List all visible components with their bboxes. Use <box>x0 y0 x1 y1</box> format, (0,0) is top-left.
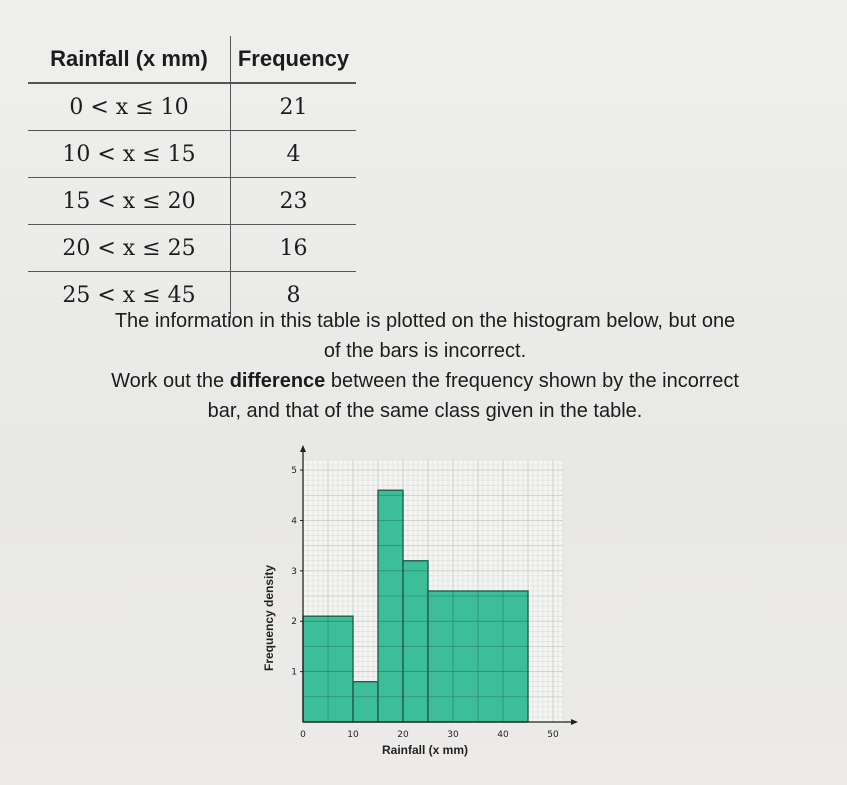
emphasis-difference: difference <box>229 370 326 392</box>
y-tick-label: 5 <box>291 466 297 477</box>
x-tick-label: 20 <box>397 730 409 740</box>
table-row <box>28 131 356 178</box>
y-axis-title: Frequency density <box>262 564 276 672</box>
y-tick-label: 1 <box>291 667 297 678</box>
table-row <box>28 178 356 225</box>
question-fragment: Work out the <box>111 370 230 392</box>
x-tick-label: 50 <box>547 730 559 740</box>
histogram-bar <box>403 561 428 722</box>
question-text <box>20 306 830 426</box>
histogram-bar <box>378 490 403 722</box>
question-line: The information in this table is plotted on the histogram below, but one <box>114 310 736 332</box>
frequency-value: 8 <box>286 282 301 308</box>
x-axis-arrow-icon <box>571 719 578 725</box>
class-interval: 25 < x ≤ 45 <box>28 272 231 319</box>
x-axis-title: Rainfall (x mm) <box>381 743 469 757</box>
frequency-table <box>28 36 356 318</box>
y-tick-label: 3 <box>291 566 297 577</box>
y-tick-label: 2 <box>291 617 297 628</box>
frequency-value: 21 <box>231 83 357 131</box>
y-tick-label: 4 <box>291 516 297 527</box>
x-tick-label: 30 <box>447 730 459 740</box>
class-interval: 15 < x ≤ 20 <box>28 178 231 225</box>
histogram-chart <box>255 440 595 770</box>
class-interval: 20 < x ≤ 25 <box>28 225 231 272</box>
y-axis-arrow-icon <box>300 445 306 452</box>
class-interval: 0 < x ≤ 10 <box>28 83 231 131</box>
question-line: of the bars is incorrect. <box>323 340 527 362</box>
question-fragment: between the frequency shown by the incorrect <box>325 370 739 392</box>
table-row <box>28 83 356 131</box>
frequency-value: 23 <box>231 178 357 225</box>
x-tick-label: 10 <box>347 730 359 740</box>
table-row <box>28 225 356 272</box>
x-tick-label: 0 <box>300 730 306 740</box>
histogram-bar <box>353 682 378 722</box>
frequency-value: 16 <box>231 225 357 272</box>
header-frequency: Frequency <box>231 36 357 83</box>
histogram-svg <box>255 440 595 770</box>
table-header-row <box>28 36 356 83</box>
question-line: bar, and that of the same class given in the table. <box>207 400 643 422</box>
class-interval: 10 < x ≤ 15 <box>28 131 231 178</box>
question-line <box>20 366 830 396</box>
x-tick-label: 40 <box>497 730 509 740</box>
frequency-value: 4 <box>231 131 357 178</box>
header-rainfall: Rainfall (x mm) <box>28 36 231 83</box>
